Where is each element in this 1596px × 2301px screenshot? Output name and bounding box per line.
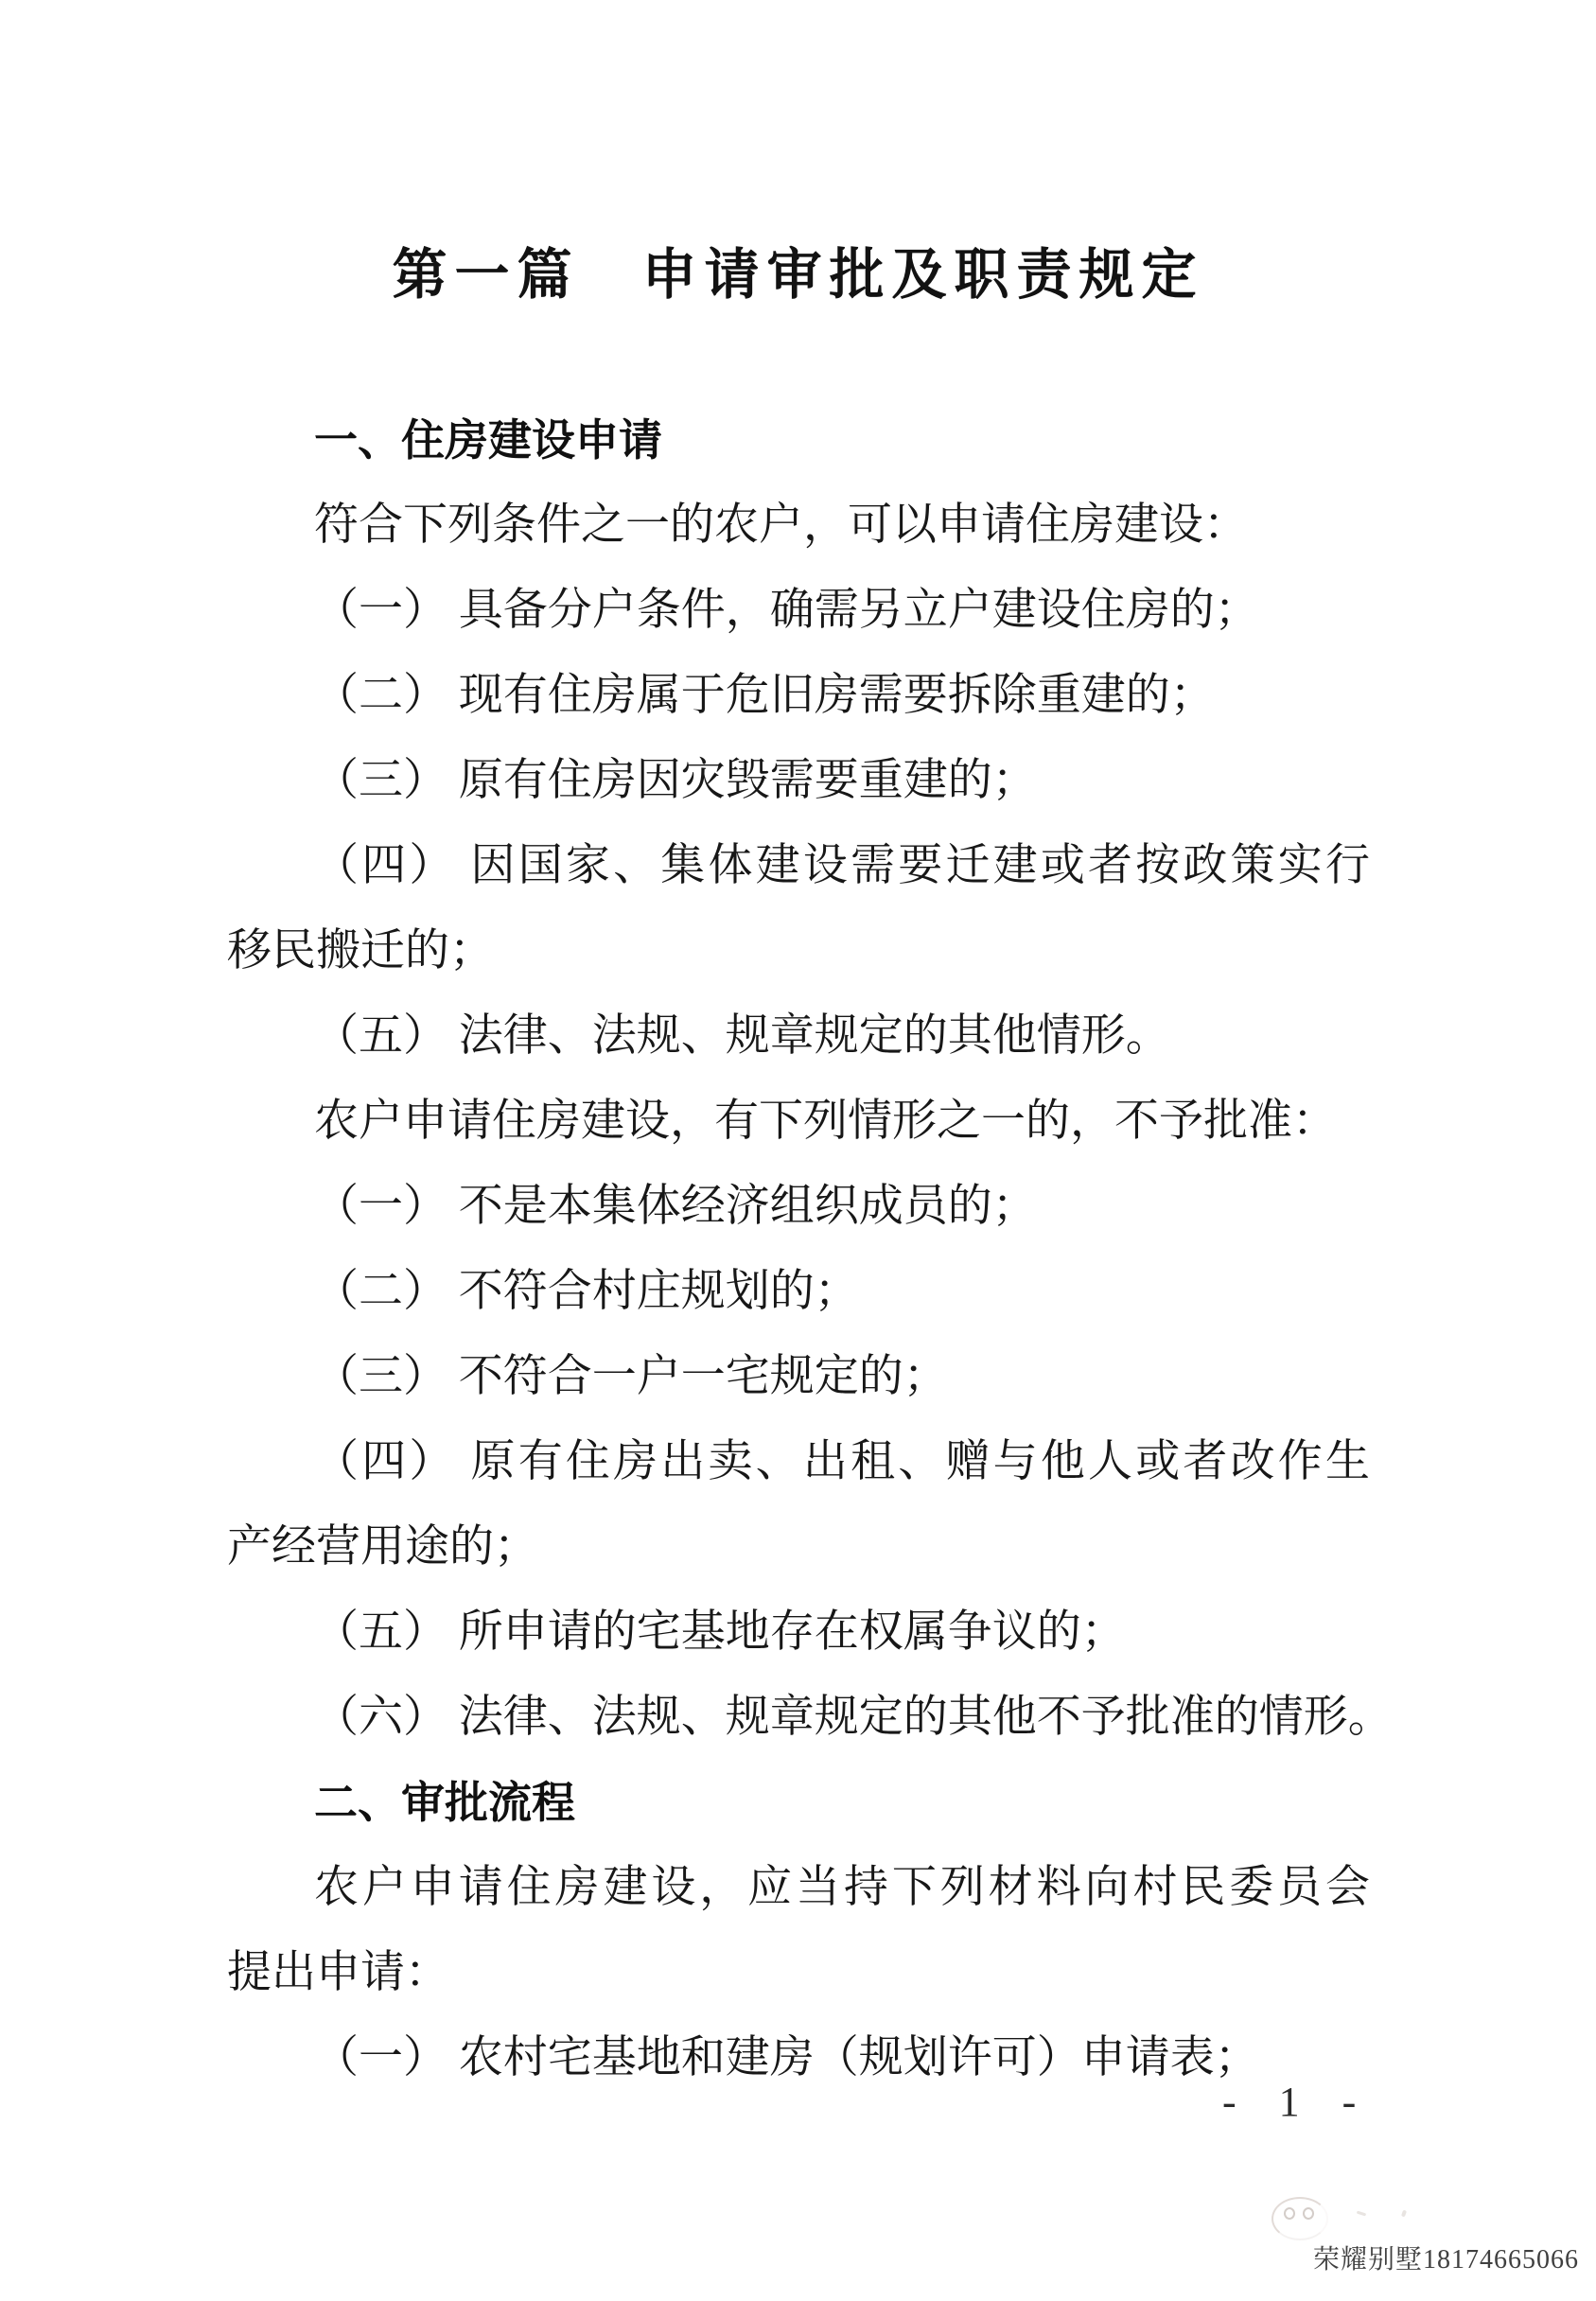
text-line: （二） 现有住房属于危旧房需要拆除重建的； — [314, 671, 1215, 720]
scan-speck — [1357, 2211, 1366, 2217]
text-line: （五） 所申请的宅基地存在权属争议的； — [314, 1607, 1126, 1657]
scan-speck — [1401, 2210, 1407, 2218]
text-line: （四） 因国家、集体建设需要迁建或者按政策实行 — [314, 841, 1370, 890]
text-line: 产经营用途的； — [227, 1522, 538, 1572]
faint-stamp-mark — [1272, 2197, 1328, 2240]
text-line: （五） 法律、法规、规章规定的其他情形。 — [314, 1011, 1170, 1061]
stamp-dot — [1303, 2207, 1314, 2220]
text-line: （三） 不符合一户一宅规定的； — [314, 1352, 948, 1401]
page-number: - 1 - — [1222, 2079, 1368, 2125]
document-body — [227, 397, 1393, 2100]
text-line: 符合下列条件之一的农户，可以申请住房建设： — [314, 501, 1248, 550]
text-line: 农户申请住房建设，有下列情形之一的，不予批准： — [314, 1097, 1337, 1146]
text-line: （六） 法律、法规、规章规定的其他不予批准的情形。 — [314, 1693, 1393, 1742]
text-line: （一） 具备分户条件，确需另立户建设住房的； — [314, 586, 1259, 635]
text-line: 农户申请住房建设，应当持下列材料向村民委员会 — [314, 1863, 1370, 1912]
page-title: 第一篇 申请审批及职责规定 — [392, 244, 1204, 306]
text-line: 提出申请： — [227, 1948, 449, 1997]
text-line: （二） 不符合村庄规划的； — [314, 1267, 859, 1316]
section-heading: 一、住房建设申请 — [314, 415, 662, 465]
text-line: （一） 农村宅基地和建房（规划许可）申请表； — [314, 2033, 1259, 2082]
watermark-text: 荣耀别墅18174665066 — [1313, 2245, 1580, 2275]
text-line: 移民搬迁的； — [227, 926, 494, 975]
section-heading: 二、审批流程 — [314, 1778, 575, 1827]
text-line: （一） 不是本集体经济组织成员的； — [314, 1182, 1037, 1231]
text-line: （四） 原有住房出卖、出租、赠与他人或者改作生 — [314, 1437, 1370, 1486]
stamp-dot — [1284, 2207, 1295, 2220]
text-line: （三） 原有住房因灾毁需要重建的； — [314, 756, 1037, 805]
